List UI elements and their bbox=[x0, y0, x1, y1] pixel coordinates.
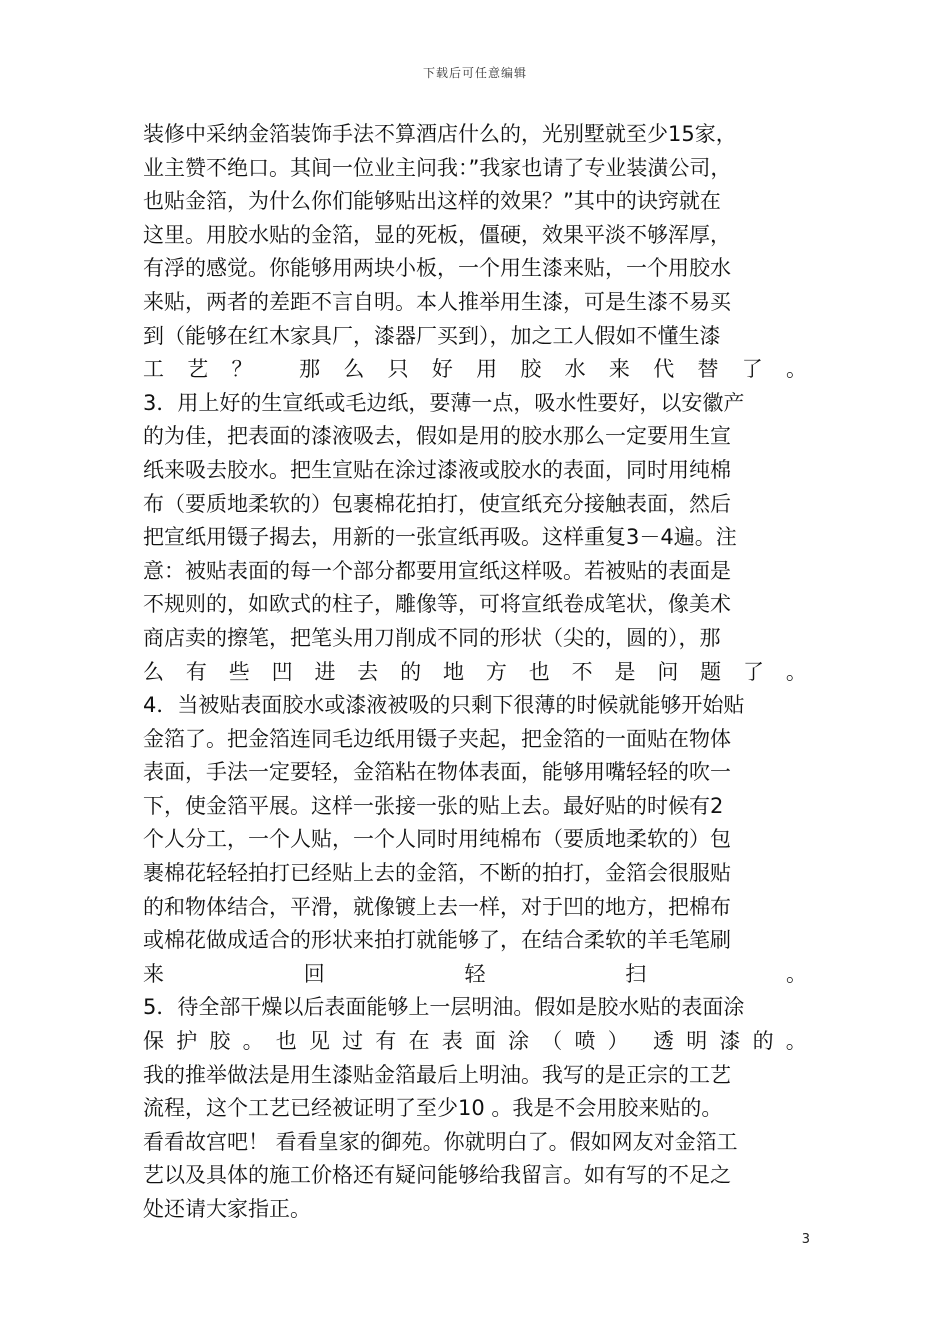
justified-char: 只 bbox=[387, 357, 409, 382]
justified-char: 问 bbox=[657, 659, 679, 684]
justified-char: 胶 bbox=[209, 1029, 231, 1054]
justified-char: 来 bbox=[143, 961, 164, 986]
justified-char: 的 bbox=[752, 1029, 774, 1054]
justified-char: 漆 bbox=[719, 1029, 741, 1054]
justified-char: 在 bbox=[408, 1029, 430, 1054]
justified-char: 些 bbox=[228, 659, 250, 684]
text-line: 装修中采纳金箔装饰手法不算酒店什么的，光别墅就至少15家， bbox=[143, 122, 737, 146]
justified-char: 。 bbox=[785, 659, 807, 684]
justified-char: 。 bbox=[242, 1029, 264, 1054]
text-line: 的和物体结合，平滑，就像镀上去一样，对于凹的地方，把棉布 bbox=[143, 894, 731, 919]
justified-char: 不 bbox=[571, 659, 593, 684]
justified-char: 么 bbox=[343, 357, 365, 382]
justified-char: 面 bbox=[474, 1029, 496, 1054]
text-line: 4．当被贴表面胶水或漆液被吸的只剩下很薄的时候就能够开始贴 bbox=[143, 693, 745, 718]
text-line: 或棉花做成适合的形状来拍打就能够了，在结合柔软的羊毛笔刷 bbox=[143, 928, 731, 953]
justified-char: 水 bbox=[564, 357, 586, 382]
text-line: 来贴，两者的差距不言自明。本人推举用生漆，可是生漆不易买 bbox=[143, 289, 731, 314]
text-line: 个人分工，一个人贴，一个人同时用纯棉布（要质地柔软的）包 bbox=[143, 827, 731, 852]
justified-char: （ bbox=[541, 1029, 563, 1054]
justified-char: 来 bbox=[608, 357, 630, 382]
justified-line bbox=[143, 656, 807, 690]
justified-char: ） bbox=[607, 1029, 629, 1054]
text-line: 3．用上好的生宣纸或毛边纸，要薄一点，吸水性要好，以安徽产 bbox=[143, 390, 745, 415]
text-line: 纸来吸去胶水。把生宣贴在涂过漆液或胶水的表面，同时用纯棉 bbox=[143, 457, 731, 482]
text-line: 这里。用胶水贴的金箔，显的死板，僵硬，效果平淡不够浑厚， bbox=[143, 222, 731, 247]
text-line: 我的推举做法是用生漆贴金箔最后上明油。我写的是正宗的工艺 bbox=[143, 1062, 731, 1087]
justified-char: 方 bbox=[485, 659, 507, 684]
justified-line bbox=[143, 1025, 807, 1059]
page-number: 3 bbox=[801, 1232, 810, 1247]
justified-char: 用 bbox=[476, 357, 498, 382]
justified-char: 去 bbox=[357, 659, 379, 684]
justified-char: 轻 bbox=[464, 961, 486, 986]
justified-char: 也 bbox=[528, 659, 550, 684]
text-line: 金箔了。把金箔连同毛边纸用镊子夹起，把金箔的一面贴在物体 bbox=[143, 726, 731, 751]
text-line: 看看故宫吧！ 看看皇家的御苑。你就明白了。假如网友对金箔工 bbox=[143, 1129, 738, 1154]
justified-char: 涂 bbox=[508, 1029, 530, 1054]
document-body bbox=[143, 118, 807, 1227]
justified-char: 那 bbox=[299, 357, 321, 382]
justified-char: 是 bbox=[614, 659, 636, 684]
justified-char: 喷 bbox=[574, 1029, 596, 1054]
text-line: 的为佳，把表面的漆液吸去，假如是用的胶水那么一定要用生宣 bbox=[143, 424, 731, 449]
justified-char: 地 bbox=[443, 659, 465, 684]
justified-char: 凹 bbox=[271, 659, 293, 684]
text-line: 把宣纸用镊子揭去，用新的一张宣纸再吸。这样重复3－4遍。注 bbox=[143, 525, 737, 550]
justified-char: 代 bbox=[653, 357, 675, 382]
text-line: 处还请大家指正。 bbox=[143, 1197, 311, 1221]
justified-char: 。 bbox=[785, 1029, 807, 1054]
text-line: 不规则的，如欧式的柱子，雕像等，可将宣纸卷成笔状，像美术 bbox=[143, 592, 731, 617]
text-line: 到（能够在红木家具厂，漆器厂买到），加之工人假如不懂生漆 bbox=[143, 323, 721, 348]
justified-char: 进 bbox=[314, 659, 336, 684]
text-line: 裹棉花轻轻拍打已经贴上去的金箔，不断的拍打，金箔会很服贴 bbox=[143, 861, 731, 886]
justified-char: 保 bbox=[143, 1029, 164, 1054]
justified-char: 透 bbox=[653, 1029, 674, 1054]
text-line: 意：被贴表面的每一个部分都要用宣纸这样吸。若被贴的表面是 bbox=[143, 558, 731, 583]
text-line: 布（要质地柔软的）包裹棉花拍打，使宣纸充分接触表面，然后 bbox=[143, 491, 731, 516]
justified-char: 题 bbox=[700, 659, 722, 684]
justified-char: 了 bbox=[743, 659, 765, 684]
justified-line bbox=[143, 958, 807, 992]
text-line: 业主赞不绝口。其间一位业主问我：”我家也请了专业装潢公司， bbox=[143, 155, 732, 180]
justified-char: 么 bbox=[143, 659, 164, 684]
text-line: 商店卖的擦笔，把笔头用刀削成不同的形状（尖的，圆的），那 bbox=[143, 625, 721, 650]
justified-char: 胶 bbox=[520, 357, 542, 382]
justified-char: 见 bbox=[308, 1029, 330, 1054]
justified-char: 表 bbox=[441, 1029, 463, 1054]
justified-char: 扫 bbox=[625, 961, 647, 986]
justified-char: 有 bbox=[375, 1029, 397, 1054]
page-header: 下载后可任意编辑 bbox=[422, 66, 527, 80]
text-line: 流程，这个工艺已经被证明了至少10 。我是不会用胶来贴的。 bbox=[143, 1096, 723, 1121]
text-line: 5．待全部干燥以后表面能够上一层明油。假如是胶水贴的表面涂 bbox=[143, 995, 745, 1020]
justified-char: 明 bbox=[686, 1029, 708, 1054]
justified-char: 护 bbox=[176, 1029, 198, 1054]
justified-char: 好 bbox=[431, 357, 453, 382]
justified-line bbox=[143, 353, 807, 387]
justified-char: 有 bbox=[185, 659, 207, 684]
justified-char: 过 bbox=[342, 1029, 364, 1054]
text-line: 有浮的感觉。你能够用两块小板，一个用生漆来贴，一个用胶水 bbox=[143, 256, 731, 281]
text-line: 下，使金箔平展。这样一张接一张的贴上去。最好贴的时候有2 bbox=[143, 793, 724, 818]
justified-char: 。 bbox=[785, 357, 807, 382]
justified-char: 也 bbox=[275, 1029, 297, 1054]
justified-char: 了 bbox=[741, 357, 763, 382]
justified-char: ？ bbox=[231, 357, 253, 382]
justified-char: 回 bbox=[303, 961, 325, 986]
text-line: 也贴金箔，为什么你们能够贴出这样的效果？”其中的诀窍就在 bbox=[143, 189, 721, 214]
justified-char: 工 bbox=[143, 357, 164, 382]
text-line: 表面，手法一定要轻，金箔粘在物体表面，能够用嘴轻轻的吹一 bbox=[143, 760, 731, 785]
justified-char: 。 bbox=[786, 961, 807, 986]
text-line: 艺以及具体的施工价格还有疑问能够给我留言。如有写的不足之 bbox=[143, 1163, 731, 1188]
justified-char: 艺 bbox=[187, 357, 209, 382]
justified-char: 替 bbox=[697, 357, 719, 382]
justified-char: 的 bbox=[400, 659, 422, 684]
